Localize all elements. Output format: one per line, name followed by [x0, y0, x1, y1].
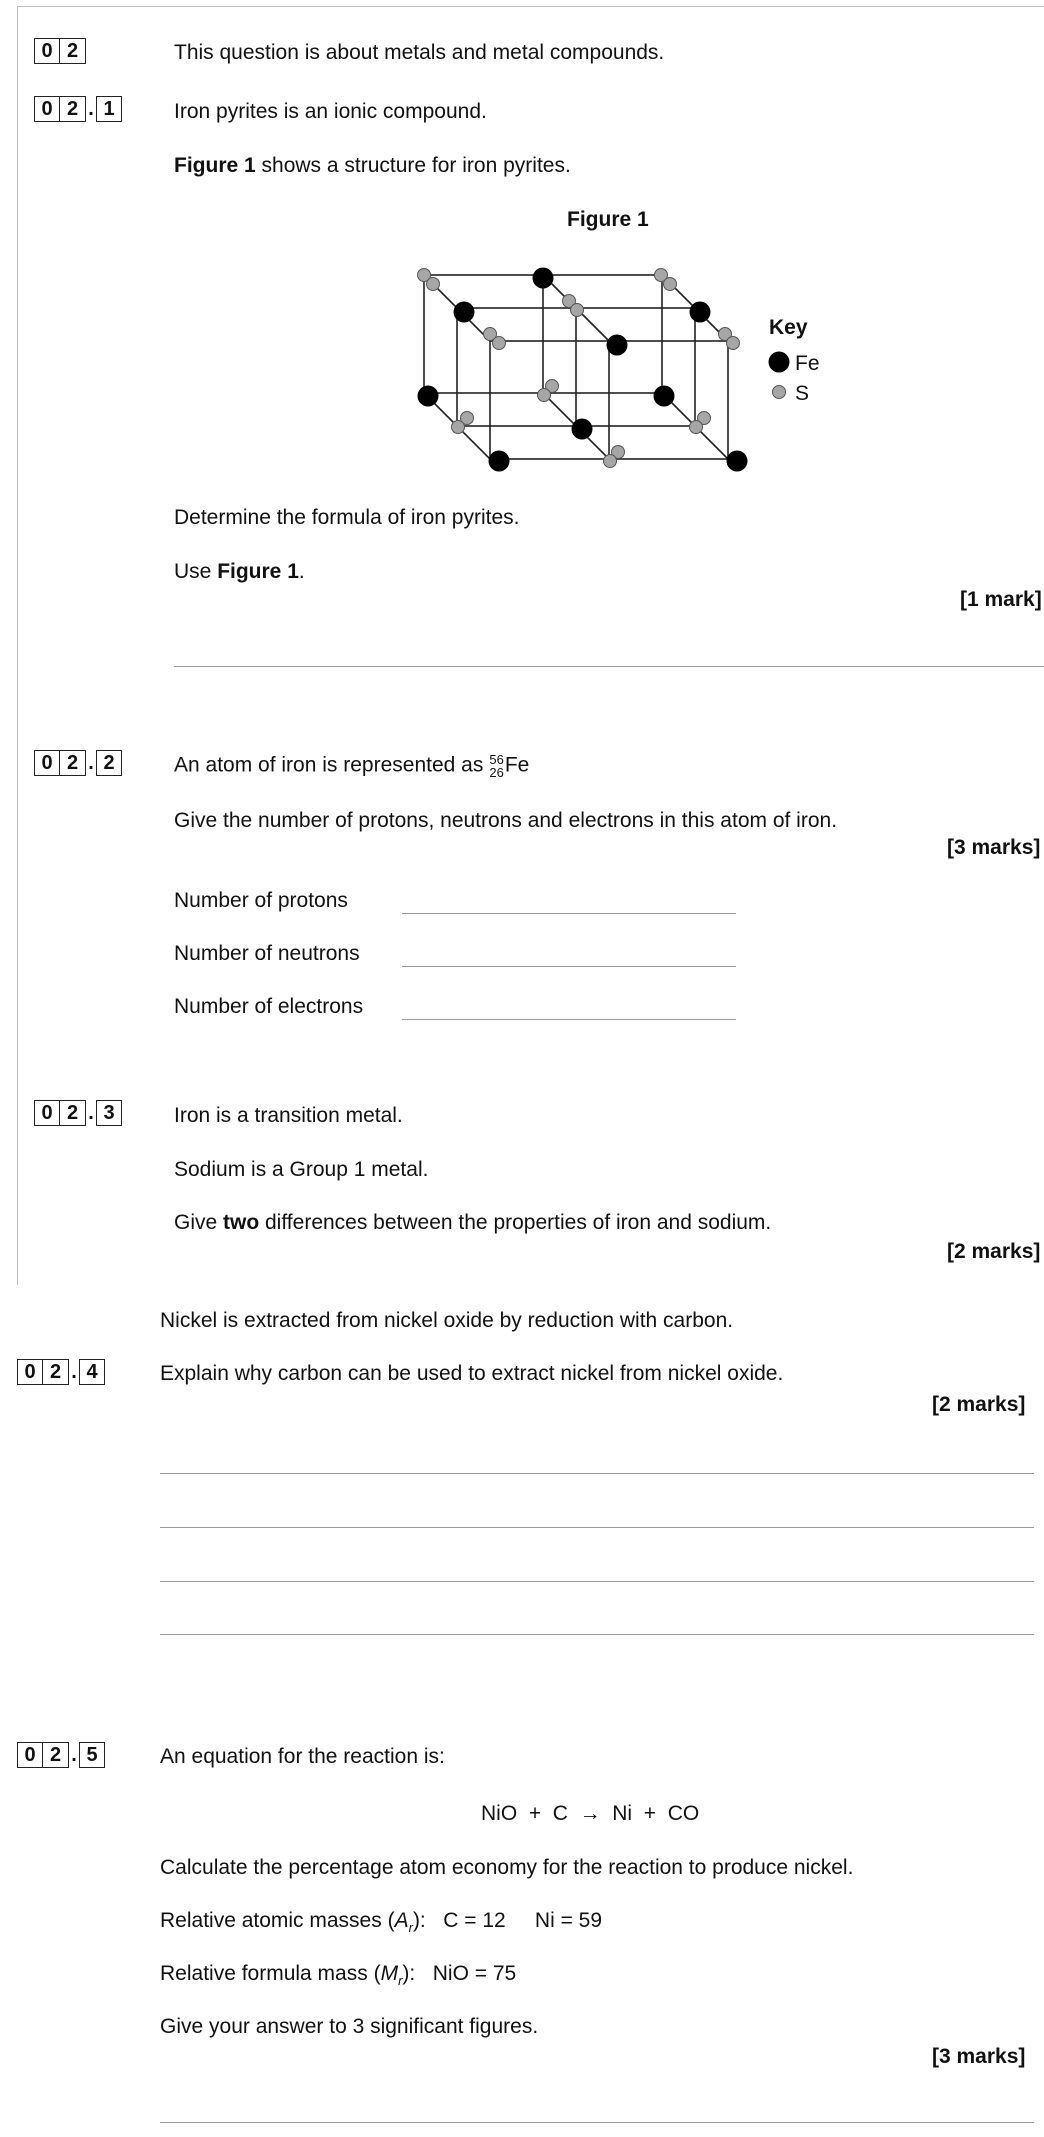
s-atom [427, 278, 440, 291]
iron-pyrites-structure-diagram [388, 255, 808, 485]
dot-separator: . [71, 1744, 77, 1766]
isotope-notation [489, 753, 503, 779]
digit-box: 3 [96, 1100, 122, 1126]
digit-box: 0 [34, 96, 60, 122]
digit-box: 0 [17, 1359, 43, 1385]
digit-box: 2 [43, 1359, 69, 1385]
answer-line[interactable] [160, 2122, 1034, 2123]
dot-separator: . [88, 98, 94, 120]
answer-line[interactable] [160, 1473, 1034, 1474]
digit-box: 0 [34, 38, 60, 64]
dot-separator: . [88, 1102, 94, 1124]
s-atom [604, 455, 617, 468]
key-fe-label: Fe [795, 352, 820, 375]
q3-marks: [2 marks] [947, 1240, 1041, 1263]
ar-symbol: A [394, 1909, 409, 1932]
digit-box: 5 [79, 1742, 105, 1768]
intro-text: This question is about metals and metal compounds. [174, 41, 665, 64]
digit-box: 2 [96, 750, 122, 776]
q5-text: An equation for the reaction is: [160, 1745, 445, 1768]
s-atom [493, 337, 506, 350]
q1-instruction: Determine the formula of iron pyrites. [174, 506, 520, 529]
digit-box: 1 [96, 96, 122, 122]
answer-line[interactable] [160, 1634, 1034, 1635]
protons-answer-line[interactable] [402, 913, 736, 914]
label-neutrons: Number of neutrons [174, 942, 360, 965]
fe-atom [607, 335, 628, 356]
q4-marks: [2 marks] [932, 1393, 1026, 1416]
q1-line1: Iron pyrites is an ionic compound. [174, 100, 487, 123]
q5-sig-figs: Give your answer to 3 significant figures. [160, 2015, 539, 2038]
fe-atom [654, 386, 675, 407]
q1-use-figure [174, 560, 305, 584]
fe-atom [418, 386, 439, 407]
relative-formula-mass [160, 1962, 516, 1988]
q4-text: Explain why carbon can be used to extract nickel from nickel oxide. [160, 1362, 784, 1385]
q3-line2: Sodium is a Group 1 metal. [174, 1158, 429, 1181]
digit-box: 2 [60, 1100, 86, 1126]
figure-title: Figure 1 [567, 208, 649, 231]
q2-instruction: Give the number of protons, neutrons and electrons in this atom of iron. [174, 809, 838, 832]
mr-prefix: Relative formula mass ( [160, 1962, 381, 1985]
fe-atom [454, 302, 475, 323]
mr-symbol: M [380, 1962, 399, 1985]
ar-prefix: Relative atomic masses ( [160, 1909, 395, 1932]
q2-marks: [3 marks] [947, 836, 1041, 859]
digit-box: 0 [34, 1100, 60, 1126]
use-prefix: Use [174, 560, 218, 583]
fe-atom [533, 268, 554, 289]
q4-intro: Nickel is extracted from nickel oxide by reduction with carbon. [160, 1309, 734, 1332]
use-suffix: . [298, 560, 305, 583]
s-atom [538, 389, 551, 402]
fe-atom [489, 451, 510, 472]
answer-line[interactable] [160, 1581, 1034, 1582]
q2-text [174, 753, 529, 779]
digit-box: 2 [43, 1742, 69, 1768]
mr-values: ): NiO = 75 [402, 1962, 517, 1985]
electrons-answer-line[interactable] [402, 1019, 736, 1020]
iron-atoms [418, 268, 748, 472]
question-number-02-1 [34, 94, 122, 124]
q3-instr-bold: two [223, 1211, 260, 1234]
key-s-symbol [773, 386, 786, 399]
neutrons-answer-line[interactable] [402, 966, 736, 967]
ar-values: ): C = 12 Ni = 59 [412, 1909, 603, 1932]
s-atom [664, 278, 677, 291]
fe-atom [727, 451, 748, 472]
s-atom [452, 421, 465, 434]
question-number-02-3 [34, 1098, 122, 1128]
label-electrons: Number of electrons [174, 995, 364, 1018]
digit-box: 2 [60, 96, 86, 122]
s-atom [571, 304, 584, 317]
q5-marks: [3 marks] [932, 2045, 1026, 2068]
q2-text-main: An atom of iron is represented as [174, 753, 484, 777]
digit-box: 0 [17, 1742, 43, 1768]
key-fe-symbol [769, 352, 790, 373]
key-symbols [768, 351, 792, 403]
digit-box: 2 [60, 750, 86, 776]
dot-separator: . [71, 1361, 77, 1383]
use-bold: Figure 1 [217, 560, 299, 583]
question-number-02-2 [34, 748, 122, 778]
mass-number: 56 [489, 752, 504, 767]
q3-line1: Iron is a transition metal. [174, 1104, 403, 1127]
fe-atom [690, 302, 711, 323]
fe-atom [572, 419, 593, 440]
key-title: Key [769, 316, 808, 339]
answer-line[interactable] [174, 666, 1044, 667]
key-s-label: S [795, 382, 810, 405]
label-protons: Number of protons [174, 889, 348, 912]
mr-subscript: r [398, 1973, 403, 1989]
q3-instr-suffix: differences between the properties of iron and sodium. [259, 1211, 772, 1234]
relative-atomic-masses [160, 1909, 602, 1935]
s-atom [727, 337, 740, 350]
q3-instr-prefix: Give [174, 1211, 224, 1234]
dot-separator: . [88, 752, 94, 774]
element-symbol: Fe [504, 753, 530, 777]
reaction-equation: NiO + C → Ni + CO [481, 1802, 700, 1825]
question-number-02-5 [17, 1740, 105, 1770]
question-panel-top [17, 6, 1044, 1285]
question-panel-bottom [0, 1284, 1044, 2137]
q5-instruction: Calculate the percentage atom economy for the reaction to produce nickel. [160, 1856, 854, 1879]
digit-box: 4 [79, 1359, 105, 1385]
ar-subscript: r [408, 1920, 413, 1936]
atomic-number: 26 [489, 765, 504, 780]
s-atom [690, 421, 703, 434]
q3-instruction [174, 1211, 771, 1235]
figure-ref-bold: Figure 1 [174, 154, 256, 177]
question-number-02-4 [17, 1357, 105, 1387]
digit-box: 0 [34, 750, 60, 776]
q1-figure-reference [174, 154, 571, 178]
answer-line[interactable] [160, 1527, 1034, 1528]
q1-marks: [1 mark] [960, 588, 1042, 611]
question-number-02 [34, 36, 86, 66]
figure-ref-rest: shows a structure for iron pyrites. [255, 154, 571, 177]
digit-box: 2 [60, 38, 86, 64]
